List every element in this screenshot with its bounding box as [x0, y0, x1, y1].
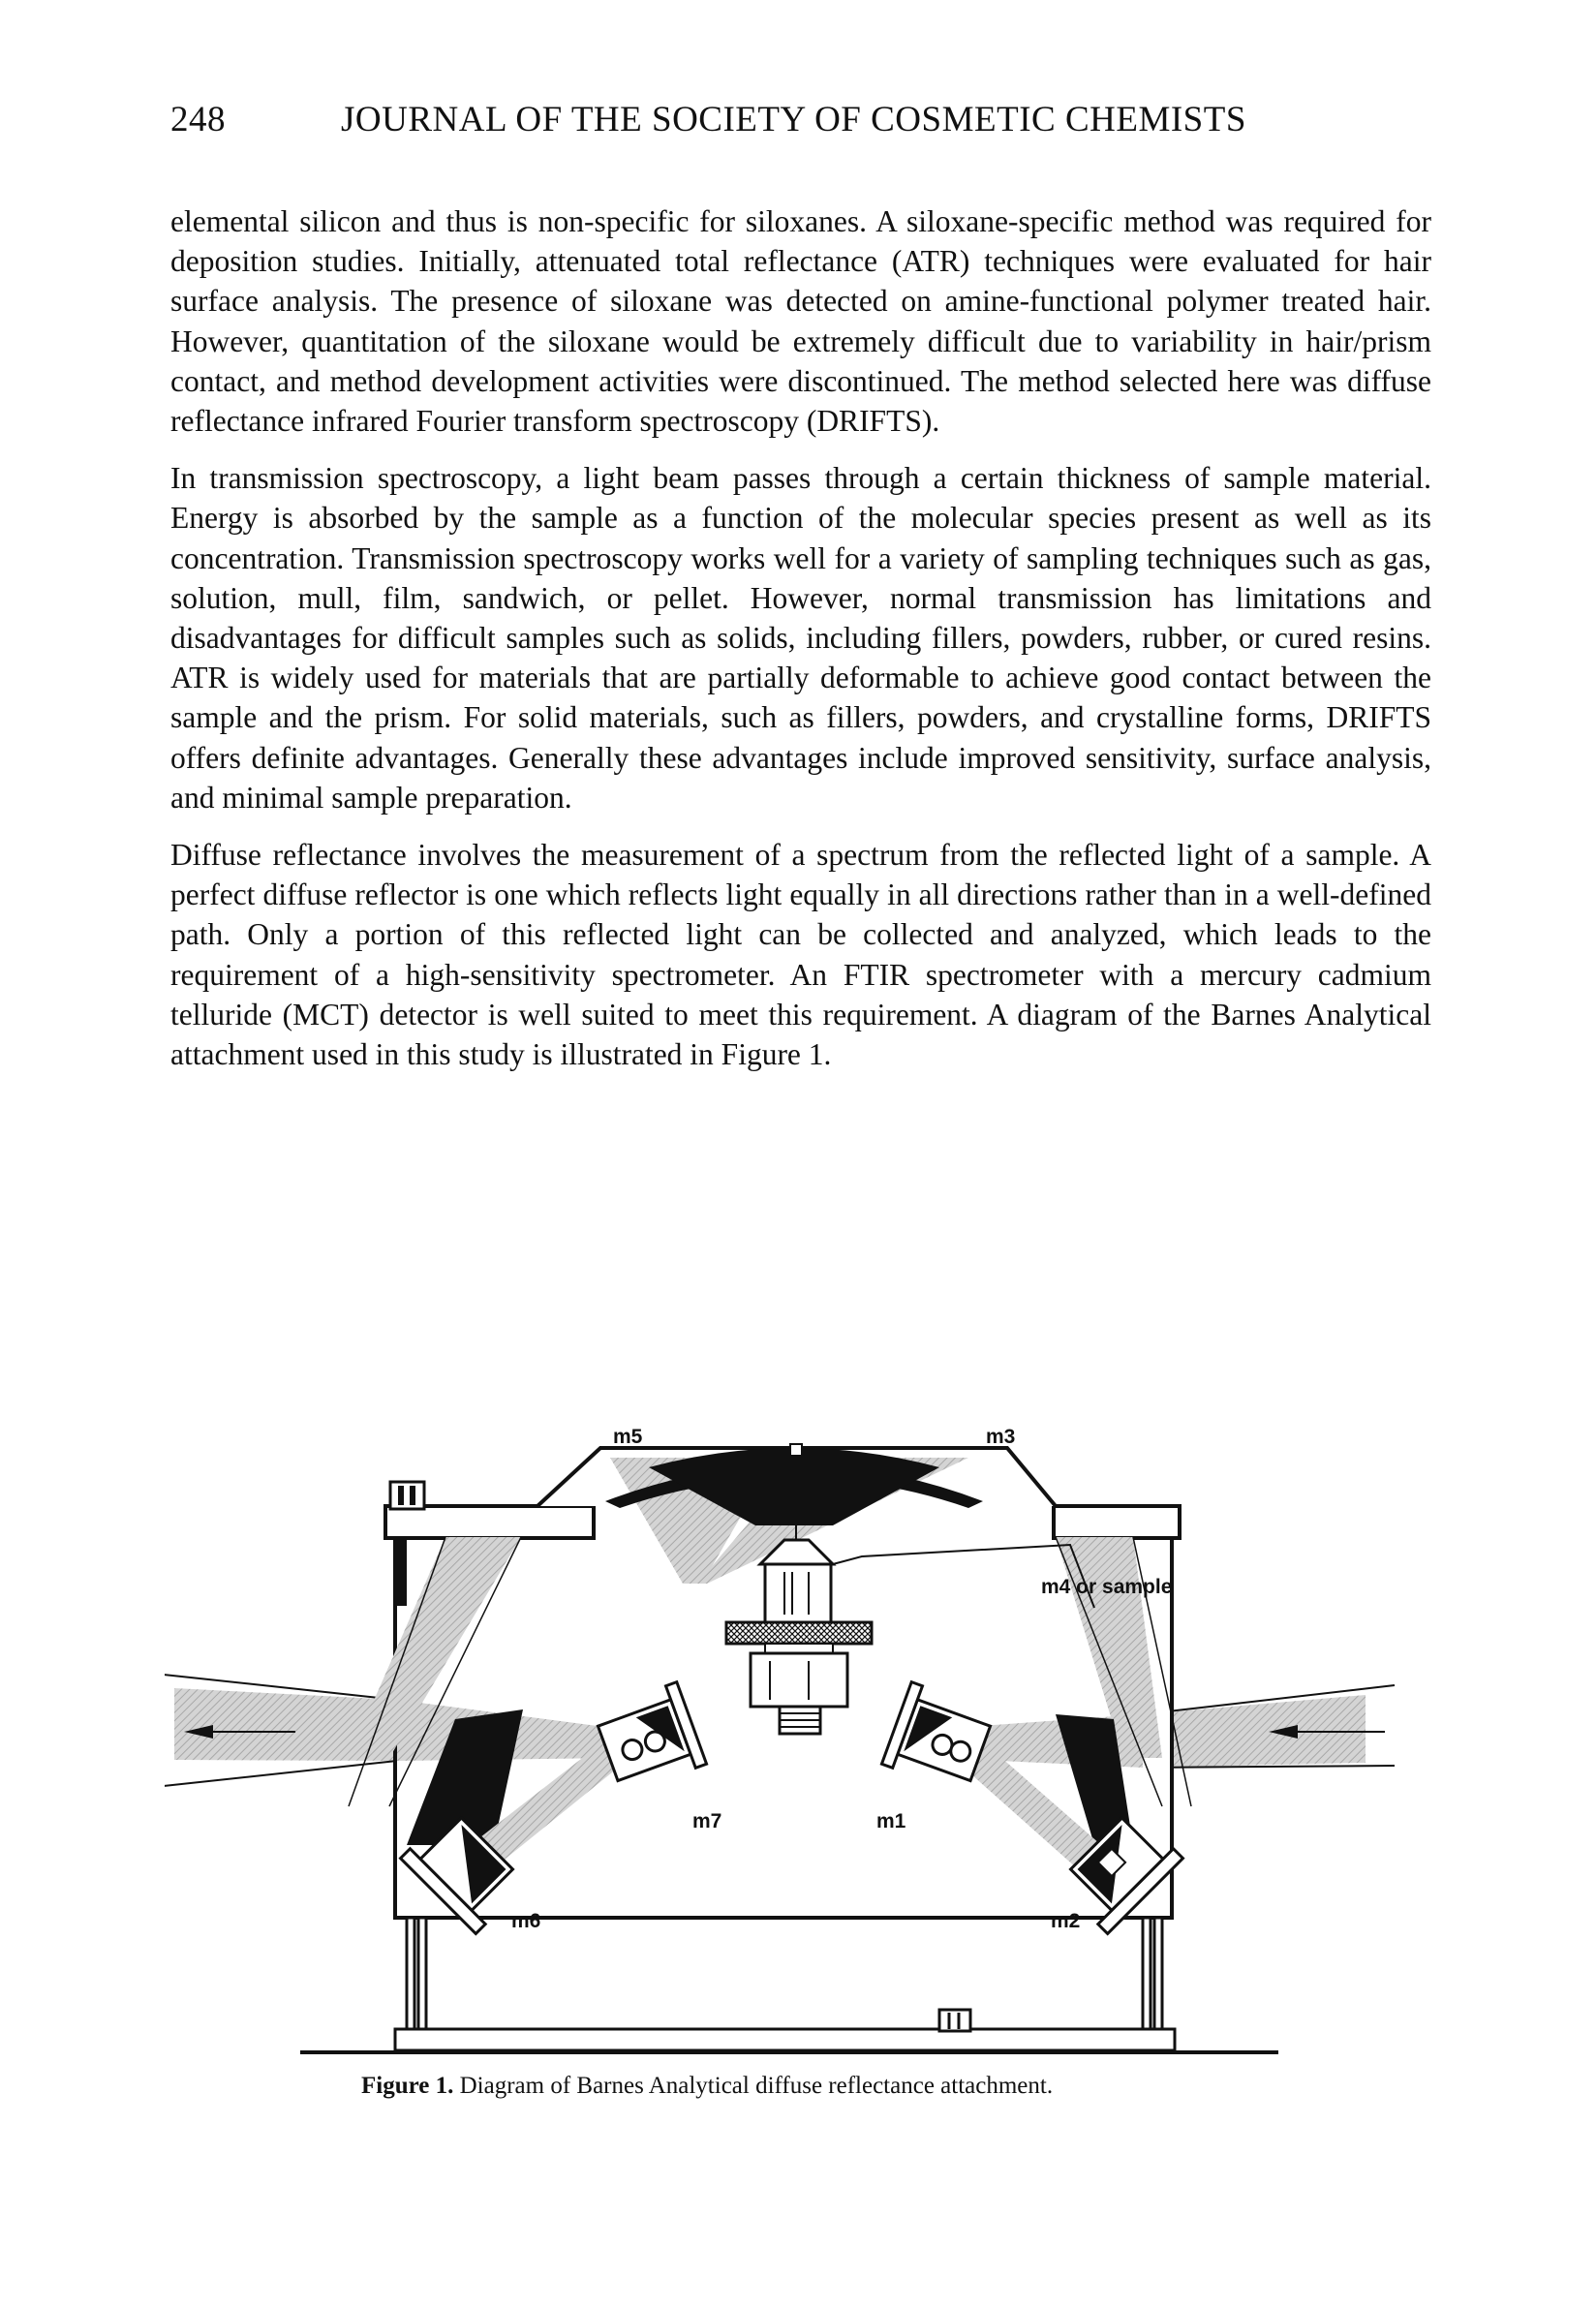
base-stand [300, 1918, 1278, 2052]
caption-text: Diagram of Barnes Analytical diffuse reflectance attachment. [459, 2073, 1054, 2099]
paragraph: Diffuse reflectance involves the measurement of a spectrum from the reflected light of a sample. A perfect diffuse reflector is one which reflects light equally in all directions rather than in a well-defined path. Only a portion of this reflected light can be collected and analyzed, which leads to the requirement of a high-sensitivity spectrometer. An FTIR spectrometer with a mercury cadmium telluride (MCT) detector is well suited to meet this requirement. A diagram of the Barnes Analytical attachment used in this study is illustrated in Figure 1. [170, 838, 1431, 1072]
paragraph: In transmission spectroscopy, a light beam passes through a certain thickness of sample material. Energy is absorbed by the sample as a function of the molecular species present as well as its concentration. Transmission spectroscopy works well for a variety of sampling techniques such as gas, solution, mull, film, sandwich, or pellet. However, normal transmission has limitations and disadvantages for difficult samples such as solids, including fillers, powders, rubber, or cured resins. ATR is widely used for materials that are partially deformable to achieve good contact between the sample and the prism. For solid materials, such as fillers, powders, and crystalline forms, DRIFTS offers definite advantages. Generally these advantages include improved sensitivity, surface analysis, and minimal sample preparation. [170, 461, 1431, 815]
page-number: 248 [170, 100, 226, 139]
label-m7: m7 [692, 1810, 722, 1832]
label-m1: m1 [876, 1810, 906, 1832]
paragraph: elemental silicon and thus is non-specific for siloxanes. A siloxane-specific method was required for deposition studies. Initially, attenuated total reflectance (ATR) techniques were evaluated for hair surface analysis. The presence of siloxane was detected on amine-functional polymer treated hair. However, quantitation of the siloxane would be extremely difficult due to variability in hair/prism contact, and method development activities were discontinued. The method selected here was diffuse reflectance infrared Fourier transform spectroscopy (DRIFTS). [170, 204, 1431, 439]
label-m5: m5 [613, 1426, 643, 1448]
caption-label: Figure 1. [361, 2073, 454, 2099]
running-header [170, 99, 1429, 140]
journal-title: JOURNAL OF THE SOCIETY OF COSMETIC CHEMISTS [341, 100, 1246, 139]
label-m6: m6 [511, 1910, 541, 1932]
label-m4: m4 or sample [1041, 1576, 1173, 1598]
label-m2: m2 [1051, 1910, 1081, 1932]
label-m3: m3 [986, 1426, 1016, 1448]
figure-diagram [165, 1303, 1424, 2058]
figure-caption [361, 2073, 1330, 2100]
body-text [170, 201, 1431, 1092]
